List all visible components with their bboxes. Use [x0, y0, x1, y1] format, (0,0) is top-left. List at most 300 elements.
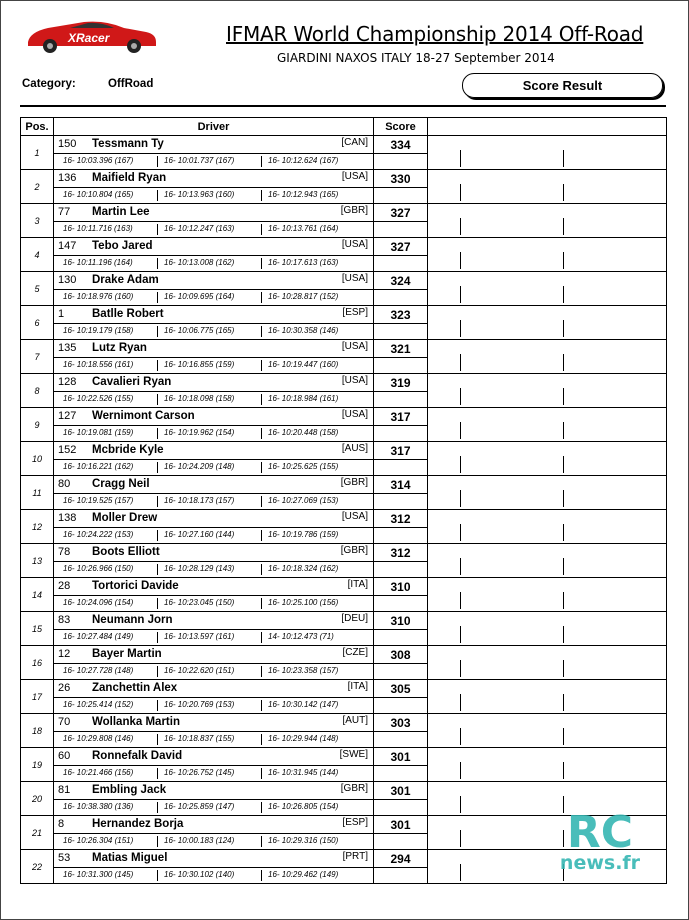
rcnews-watermark — [552, 803, 648, 875]
score-cell — [374, 374, 428, 408]
driver-country: [ESP] — [342, 817, 368, 828]
time-separator — [261, 598, 262, 609]
score-cell — [374, 204, 428, 238]
driver-cell — [54, 136, 374, 170]
position-cell: 4 — [21, 238, 54, 272]
car-number: 28 — [58, 580, 71, 592]
extra-cell — [428, 544, 667, 578]
position-cell: 14 — [21, 578, 54, 612]
score-cell — [374, 272, 428, 306]
column-tick — [563, 558, 564, 575]
driver-country: [ESP] — [342, 307, 368, 318]
qualifying-time-3: 16- 10:19.786 (159) — [268, 530, 339, 539]
column-tick — [460, 422, 461, 439]
time-separator — [261, 700, 262, 711]
logo-text: XRacer — [68, 31, 110, 45]
qualifying-time-1: 16- 10:11.196 (164) — [63, 258, 133, 267]
time-separator — [261, 326, 262, 337]
extra-cell — [428, 646, 667, 680]
column-tick — [460, 830, 461, 847]
driver-country: [ITA] — [347, 681, 368, 692]
table-row — [21, 578, 667, 612]
qualifying-times — [54, 460, 373, 475]
car-number: 26 — [58, 682, 71, 694]
table-row — [21, 204, 667, 238]
column-tick — [460, 184, 461, 201]
driver-name: Bayer Martin — [92, 648, 162, 660]
driver-name: Neumann Jorn — [92, 614, 173, 626]
qualifying-time-1: 16- 10:21.466 (156) — [63, 768, 134, 777]
column-tick — [460, 252, 461, 269]
qualifying-time-3: 16- 10:29.944 (148) — [268, 734, 339, 743]
driver-name: Batlle Robert — [92, 308, 164, 320]
column-tick — [563, 694, 564, 711]
table-row — [21, 374, 667, 408]
position-cell: 22 — [21, 850, 54, 884]
driver-country: [ITA] — [347, 579, 368, 590]
category-label: Category: — [22, 78, 76, 90]
qualifying-time-3: 16- 10:18.984 (161) — [268, 394, 339, 403]
position-cell: 9 — [21, 408, 54, 442]
time-separator — [157, 462, 158, 473]
qualifying-times — [54, 596, 373, 611]
driver-name: Cragg Neil — [92, 478, 150, 490]
qualifying-time-1: 16- 10:26.304 (151) — [63, 836, 134, 845]
column-tick — [460, 286, 461, 303]
driver-name: Martin Lee — [92, 206, 150, 218]
column-tick — [563, 592, 564, 609]
qualifying-time-2: 16- 10:22.620 (151) — [164, 666, 235, 675]
header-divider — [20, 105, 666, 107]
table-row — [21, 748, 667, 782]
driver-name: Zanchettin Alex — [92, 682, 178, 694]
qualifying-times — [54, 732, 373, 747]
column-tick — [460, 150, 461, 167]
driver-info — [54, 782, 373, 800]
driver-cell — [54, 272, 374, 306]
qualifying-time-2: 16- 10:09.695 (164) — [164, 292, 235, 301]
qualifying-time-3: 16- 10:12.943 (165) — [268, 190, 339, 199]
time-separator — [261, 224, 262, 235]
time-separator — [157, 326, 158, 337]
table-row — [21, 408, 667, 442]
driver-cell — [54, 578, 374, 612]
driver-name: Wernimont Carson — [92, 410, 195, 422]
time-separator — [157, 598, 158, 609]
extra-cell — [428, 442, 667, 476]
table-row — [21, 714, 667, 748]
qualifying-times — [54, 256, 373, 271]
table-row — [21, 170, 667, 204]
time-separator — [261, 734, 262, 745]
driver-country: [DEU] — [341, 613, 368, 624]
driver-info — [54, 170, 373, 188]
driver-country: [AUS] — [341, 443, 368, 454]
time-separator — [261, 496, 262, 507]
column-tick — [563, 252, 564, 269]
watermark-site: news.fr — [559, 852, 641, 874]
car-number: 128 — [58, 376, 77, 388]
qualifying-time-2: 16- 10:24.209 (148) — [164, 462, 235, 471]
extra-cell — [428, 272, 667, 306]
driver-header: Driver — [54, 118, 374, 136]
driver-cell — [54, 476, 374, 510]
driver-country: [GBR] — [340, 545, 368, 556]
driver-info — [54, 476, 373, 494]
column-tick — [460, 524, 461, 541]
qualifying-times — [54, 392, 373, 407]
column-tick — [563, 626, 564, 643]
extra-cell — [428, 612, 667, 646]
time-separator — [157, 768, 158, 779]
table-row — [21, 510, 667, 544]
column-tick — [563, 388, 564, 405]
time-separator — [261, 564, 262, 575]
driver-info — [54, 306, 373, 324]
results-table — [20, 117, 667, 884]
driver-cell — [54, 510, 374, 544]
column-tick — [460, 354, 461, 371]
column-tick — [563, 184, 564, 201]
time-separator — [157, 700, 158, 711]
driver-cell — [54, 204, 374, 238]
qualifying-time-1: 16- 10:27.484 (149) — [63, 632, 134, 641]
driver-name: Drake Adam — [92, 274, 159, 286]
position-cell: 10 — [21, 442, 54, 476]
driver-name: Moller Drew — [92, 512, 158, 524]
time-separator — [157, 632, 158, 643]
position-cell: 5 — [21, 272, 54, 306]
qualifying-time-3: 16- 10:30.358 (146) — [268, 326, 339, 335]
car-number: 80 — [58, 478, 71, 490]
column-tick — [563, 218, 564, 235]
qualifying-time-2: 16- 10:19.962 (154) — [164, 428, 235, 437]
score-value: 305 — [374, 683, 427, 698]
score-cell — [374, 238, 428, 272]
column-tick — [460, 660, 461, 677]
qualifying-time-1: 16- 10:19.081 (159) — [63, 428, 134, 437]
qualifying-time-2: 16- 10:18.173 (157) — [164, 496, 235, 505]
column-tick — [563, 320, 564, 337]
qualifying-time-2: 16- 10:12.247 (163) — [164, 224, 235, 233]
driver-country: [AUT] — [342, 715, 368, 726]
table-row — [21, 238, 667, 272]
time-separator — [157, 292, 158, 303]
qualifying-time-2: 16- 10:28.129 (143) — [164, 564, 235, 573]
qualifying-times — [54, 290, 373, 305]
time-separator — [157, 190, 158, 201]
column-tick — [563, 422, 564, 439]
driver-info — [54, 816, 373, 834]
table-row — [21, 306, 667, 340]
car-number: 150 — [58, 138, 77, 150]
qualifying-time-1: 16- 10:29.808 (146) — [63, 734, 134, 743]
time-separator — [157, 802, 158, 813]
driver-info — [54, 204, 373, 222]
driver-cell — [54, 850, 374, 884]
position-cell: 2 — [21, 170, 54, 204]
driver-info — [54, 680, 373, 698]
car-number: 147 — [58, 240, 77, 252]
qualifying-time-3: 16- 10:23.358 (157) — [268, 666, 339, 675]
table-row — [21, 646, 667, 680]
score-cell — [374, 646, 428, 680]
driver-name: Maifield Ryan — [92, 172, 167, 184]
time-separator — [261, 666, 262, 677]
qualifying-time-2: 16- 10:13.008 (162) — [164, 258, 235, 267]
driver-info — [54, 578, 373, 596]
column-tick — [460, 864, 461, 881]
car-number: 81 — [58, 784, 71, 796]
extra-cell — [428, 204, 667, 238]
driver-country: [GBR] — [340, 783, 368, 794]
score-cell — [374, 578, 428, 612]
time-separator — [157, 394, 158, 405]
position-cell: 15 — [21, 612, 54, 646]
time-separator — [157, 496, 158, 507]
score-value: 323 — [374, 309, 427, 324]
score-value: 334 — [374, 139, 427, 154]
score-value: 327 — [374, 241, 427, 256]
qualifying-time-1: 16- 10:27.728 (148) — [63, 666, 134, 675]
qualifying-times — [54, 188, 373, 203]
qualifying-time-1: 16- 10:19.179 (158) — [63, 326, 134, 335]
qualifying-times — [54, 766, 373, 781]
qualifying-times — [54, 868, 373, 883]
car-number: 12 — [58, 648, 71, 660]
driver-country: [GBR] — [340, 205, 368, 216]
watermark-rc: RC — [566, 807, 634, 858]
score-value: 294 — [374, 853, 427, 868]
score-cell — [374, 476, 428, 510]
position-cell: 1 — [21, 136, 54, 170]
category-value: OffRoad — [108, 78, 154, 90]
driver-info — [54, 850, 373, 868]
score-cell — [374, 408, 428, 442]
qualifying-time-3: 16- 10:20.448 (158) — [268, 428, 339, 437]
qualifying-time-2: 16- 10:16.855 (159) — [164, 360, 235, 369]
driver-country: [USA] — [341, 511, 368, 522]
car-number: 136 — [58, 172, 77, 184]
driver-info — [54, 714, 373, 732]
qualifying-time-2: 16- 10:30.102 (140) — [164, 870, 235, 879]
driver-name: Cavalieri Ryan — [92, 376, 172, 388]
driver-cell — [54, 544, 374, 578]
qualifying-times — [54, 562, 373, 577]
time-separator — [261, 394, 262, 405]
qualifying-time-1: 16- 10:03.396 (167) — [63, 156, 134, 165]
car-number: 138 — [58, 512, 77, 524]
driver-country: [SWE] — [339, 749, 368, 760]
time-separator — [261, 360, 262, 371]
position-cell: 13 — [21, 544, 54, 578]
column-tick — [460, 218, 461, 235]
score-value: 310 — [374, 615, 427, 630]
time-separator — [157, 360, 158, 371]
extra-cell — [428, 374, 667, 408]
qualifying-time-3: 14- 10:12.473 (71) — [268, 632, 334, 641]
score-cell — [374, 306, 428, 340]
driver-name: Wollanka Martin — [92, 716, 180, 728]
qualifying-time-1: 16- 10:22.526 (155) — [63, 394, 134, 403]
driver-name: Ronnefalk David — [92, 750, 183, 762]
driver-cell — [54, 442, 374, 476]
qualifying-times — [54, 630, 373, 645]
qualifying-time-2: 16- 10:20.769 (153) — [164, 700, 235, 709]
position-cell: 8 — [21, 374, 54, 408]
table-row — [21, 680, 667, 714]
qualifying-time-3: 16- 10:25.625 (155) — [268, 462, 339, 471]
qualifying-time-3: 16- 10:30.142 (147) — [268, 700, 339, 709]
extra-header — [428, 118, 667, 136]
qualifying-time-2: 16- 10:01.737 (167) — [164, 156, 235, 165]
score-cell — [374, 612, 428, 646]
table-header-row — [21, 118, 667, 136]
position-cell: 20 — [21, 782, 54, 816]
score-value: 301 — [374, 751, 427, 766]
extra-cell — [428, 136, 667, 170]
position-cell: 3 — [21, 204, 54, 238]
score-cell — [374, 510, 428, 544]
column-tick — [460, 796, 461, 813]
driver-info — [54, 544, 373, 562]
column-tick — [460, 388, 461, 405]
extra-cell — [428, 340, 667, 374]
driver-info — [54, 442, 373, 460]
time-separator — [261, 156, 262, 167]
driver-cell — [54, 340, 374, 374]
column-tick — [460, 728, 461, 745]
qualifying-times — [54, 358, 373, 373]
car-number: 83 — [58, 614, 71, 626]
column-tick — [563, 728, 564, 745]
table-row — [21, 272, 667, 306]
driver-cell — [54, 306, 374, 340]
time-separator — [261, 530, 262, 541]
column-tick — [563, 660, 564, 677]
driver-info — [54, 374, 373, 392]
qualifying-time-1: 16- 10:10.804 (165) — [63, 190, 134, 199]
extra-cell — [428, 714, 667, 748]
column-tick — [563, 524, 564, 541]
score-value: 312 — [374, 513, 427, 528]
score-value: 330 — [374, 173, 427, 188]
car-number: 53 — [58, 852, 71, 864]
time-separator — [157, 156, 158, 167]
table-row — [21, 476, 667, 510]
column-tick — [563, 150, 564, 167]
car-number: 60 — [58, 750, 71, 762]
column-tick — [460, 320, 461, 337]
score-cell — [374, 850, 428, 884]
driver-name: Mcbride Kyle — [92, 444, 164, 456]
driver-cell — [54, 612, 374, 646]
score-value: 321 — [374, 343, 427, 358]
qualifying-times — [54, 426, 373, 441]
driver-cell — [54, 782, 374, 816]
time-separator — [261, 768, 262, 779]
qualifying-time-1: 16- 10:38.380 (136) — [63, 802, 134, 811]
qualifying-time-1: 16- 10:24.096 (154) — [63, 598, 134, 607]
driver-cell — [54, 646, 374, 680]
page-title: IFMAR World Championship 2014 Off-Road — [226, 22, 644, 46]
column-tick — [460, 762, 461, 779]
score-cell — [374, 680, 428, 714]
qualifying-time-1: 16- 10:19.525 (157) — [63, 496, 134, 505]
column-tick — [563, 286, 564, 303]
driver-country: [USA] — [341, 409, 368, 420]
column-tick — [460, 694, 461, 711]
score-cell — [374, 340, 428, 374]
car-number: 1 — [58, 308, 65, 320]
qualifying-time-3: 16- 10:17.613 (163) — [268, 258, 339, 267]
extra-cell — [428, 306, 667, 340]
driver-country: [USA] — [341, 341, 368, 352]
qualifying-times — [54, 528, 373, 543]
driver-cell — [54, 238, 374, 272]
position-cell: 21 — [21, 816, 54, 850]
time-separator — [157, 666, 158, 677]
driver-country: [GBR] — [340, 477, 368, 488]
qualifying-time-2: 16- 10:13.597 (161) — [164, 632, 235, 641]
score-value: 324 — [374, 275, 427, 290]
qualifying-time-1: 16- 10:18.976 (160) — [63, 292, 134, 301]
driver-info — [54, 340, 373, 358]
driver-name: Lutz Ryan — [92, 342, 147, 354]
driver-name: Tessmann Ty — [92, 138, 164, 150]
time-separator — [157, 734, 158, 745]
driver-info — [54, 748, 373, 766]
column-tick — [460, 456, 461, 473]
score-value: 301 — [374, 819, 427, 834]
page-subtitle: GIARDINI NAXOS ITALY 18-27 September 2014 — [277, 51, 555, 65]
qualifying-time-1: 16- 10:24.222 (153) — [63, 530, 134, 539]
qualifying-time-3: 16- 10:18.324 (162) — [268, 564, 339, 573]
qualifying-times — [54, 324, 373, 339]
score-cell — [374, 442, 428, 476]
driver-cell — [54, 374, 374, 408]
driver-country: [CZE] — [342, 647, 368, 658]
column-tick — [563, 456, 564, 473]
time-separator — [157, 564, 158, 575]
qualifying-time-3: 16- 10:12.624 (167) — [268, 156, 339, 165]
qualifying-times — [54, 664, 373, 679]
qualifying-time-2: 16- 10:26.752 (145) — [164, 768, 235, 777]
driver-info — [54, 612, 373, 630]
time-separator — [261, 292, 262, 303]
qualifying-times — [54, 800, 373, 815]
qualifying-time-2: 16- 10:25.859 (147) — [164, 802, 235, 811]
qualifying-time-3: 16- 10:26.805 (154) — [268, 802, 339, 811]
column-tick — [460, 490, 461, 507]
score-value: 308 — [374, 649, 427, 664]
time-separator — [261, 258, 262, 269]
qualifying-time-2: 16- 10:13.963 (160) — [164, 190, 235, 199]
score-value: 317 — [374, 411, 427, 426]
driver-cell — [54, 680, 374, 714]
position-cell: 11 — [21, 476, 54, 510]
driver-name: Tebo Jared — [92, 240, 153, 252]
position-cell: 12 — [21, 510, 54, 544]
position-cell: 16 — [21, 646, 54, 680]
qualifying-time-2: 16- 10:23.045 (150) — [164, 598, 235, 607]
column-tick — [460, 626, 461, 643]
position-cell: 6 — [21, 306, 54, 340]
qualifying-times — [54, 222, 373, 237]
time-separator — [261, 462, 262, 473]
driver-cell — [54, 816, 374, 850]
qualifying-times — [54, 698, 373, 713]
